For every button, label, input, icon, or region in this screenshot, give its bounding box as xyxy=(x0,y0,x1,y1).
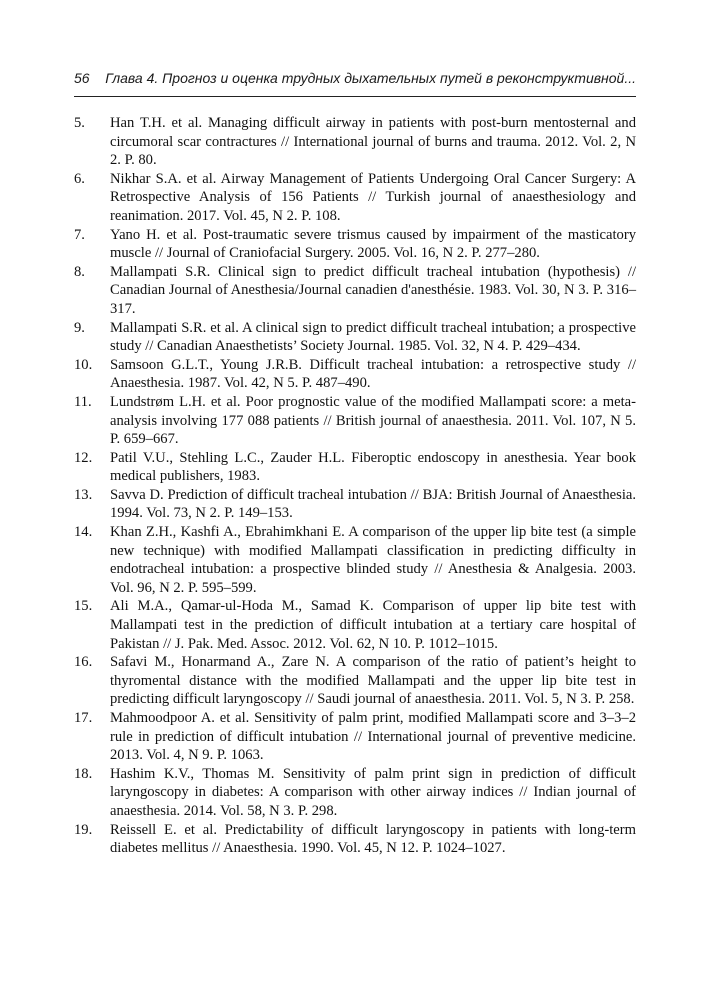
reference-number: 12. xyxy=(74,449,93,466)
reference-text: Nikhar S.A. et al. Airway Management of Patients Undergoing Oral Cancer Surgery: A Retrospective Analysis of 156 Patients // Turkish journal of anaesthesiology and reanimation. 2017. Vol. 45, N 2. P. 108. xyxy=(110,170,636,224)
header-divider xyxy=(74,96,636,97)
reference-item xyxy=(74,356,636,393)
reference-text: Patil V.U., Stehling L.C., Zauder H.L. Fiberoptic endoscopy in anesthesia. Year book medical publishers, 1983. xyxy=(110,449,636,485)
reference-text: Hashim K.V., Thomas M. Sensitivity of palm print sign in prediction of difficult laryngoscopy in diabetes: A comparison with other airway indices // Indian journal of anaesthesia. 2014. Vol. 58, N 3. P. 298. xyxy=(110,765,636,819)
page-header xyxy=(74,66,636,92)
reference-item xyxy=(74,263,636,319)
page-number: 56 xyxy=(74,70,90,86)
reference-text: Yano H. et al. Post-traumatic severe trismus caused by impairment of the masticatory muscle // Journal of Craniofacial Surgery. 2005. Vol. 16, N 2. P. 277–280. xyxy=(110,226,636,262)
reference-list xyxy=(74,114,636,858)
reference-text: Safavi M., Honarmand A., Zare N. A comparison of the ratio of patient’s height to thyromental distance with the modified Mallampati and the upper lip bite test in predicting difficult laryngoscopy // Saudi journal of anaesthesia. 2011. Vol. 5, N 3. P. 258. xyxy=(110,654,636,708)
reference-item xyxy=(74,765,636,821)
reference-item xyxy=(74,523,636,597)
reference-number: 15. xyxy=(74,598,93,615)
reference-text: Samsoon G.L.T., Young J.R.B. Difficult tracheal intubation: a retrospective study // Anaesthesia. 1987. Vol. 42, N 5. P. 487–490. xyxy=(110,356,636,392)
running-title: Глава 4. Прогноз и оценка трудных дыхательных путей в реконструктивной... xyxy=(105,70,636,86)
reference-number: 18. xyxy=(74,765,93,782)
reference-number: 5. xyxy=(74,115,85,131)
reference-item xyxy=(74,393,636,449)
reference-text: Mahmoodpoor A. et al. Sensitivity of palm print, modified Mallampati score and 3–3–2 rule in prediction of difficult intubation // International journal of preventive medicine. 2013. Vol. 4, N 9. P. 1063. xyxy=(110,710,636,764)
reference-number: 7. xyxy=(74,226,85,243)
reference-number: 16. xyxy=(74,654,93,671)
reference-number: 10. xyxy=(74,356,93,373)
reference-item xyxy=(74,597,636,653)
reference-text: Khan Z.H., Kashfi A., Ebrahimkhani E. A comparison of the upper lip bite test (a simple new technique) with modified Mallampati classification in predicting difficulty in endotracheal intubation: a prospective blinded study // Anesthesia & Analgesia. 2003. Vol. 96, N 2. P. 595–599. xyxy=(110,524,636,596)
reference-item xyxy=(74,653,636,709)
reference-text: Lundstrøm L.H. et al. Poor prognostic value of the modified Mallampati score: a meta-analysis involving 177 088 patients // British journal of anaesthesia. 2011. Vol. 107, N 5. P. 659–667. xyxy=(110,393,636,448)
reference-number: 17. xyxy=(74,710,93,726)
reference-number: 8. xyxy=(74,263,85,280)
reference-number: 9. xyxy=(74,319,85,336)
reference-item xyxy=(74,170,636,226)
reference-text: Reissell E. et al. Predictability of difficult laryngoscopy in patients with long-term diabetes mellitus // Anaesthesia. 1990. Vol. 45, N 12. P. 1024–1027. xyxy=(110,821,636,857)
reference-item xyxy=(74,319,636,356)
reference-item xyxy=(74,486,636,523)
reference-text: Han T.H. et al. Managing difficult airway in patients with post-burn mentosternal and circumoral scar contractures // International journal of burns and trauma. 2012. Vol. 2, N 2. P. 80. xyxy=(110,115,636,169)
reference-number: 19. xyxy=(74,821,93,838)
reference-text: Ali M.A., Qamar-ul-Hoda M., Samad K. Comparison of upper lip bite test with Mallampati test in the prediction of difficult intubation at a tertiary care hospital of Pakistan // J. Pak. Med. Assoc. 2012. Vol. 62, N 10. P. 1012–1015. xyxy=(110,598,636,652)
reference-item xyxy=(74,114,636,170)
reference-number: 13. xyxy=(74,486,93,503)
reference-text: Mallampati S.R. Clinical sign to predict difficult tracheal intubation (hypothesis) // Canadian Journal of Anesthesia/Journal canadien d'anesthésie. 1983. Vol. 30, N 3. P. 316–317. xyxy=(110,263,636,317)
reference-item xyxy=(74,449,636,486)
reference-number: 11. xyxy=(74,393,92,410)
reference-number: 14. xyxy=(74,524,93,541)
reference-item xyxy=(74,821,636,858)
reference-text: Savva D. Prediction of difficult tracheal intubation // BJA: British Journal of Anaesthesia. 1994. Vol. 73, N 2. P. 149–153. xyxy=(110,486,636,522)
reference-text: Mallampati S.R. et al. A clinical sign to predict difficult tracheal intubation; a prospective study // Canadian Anaesthetists’ Society Journal. 1985. Vol. 32, N 4. P. 429–434. xyxy=(110,319,636,355)
reference-number: 6. xyxy=(74,170,85,187)
reference-item xyxy=(74,226,636,263)
reference-item xyxy=(74,709,636,765)
